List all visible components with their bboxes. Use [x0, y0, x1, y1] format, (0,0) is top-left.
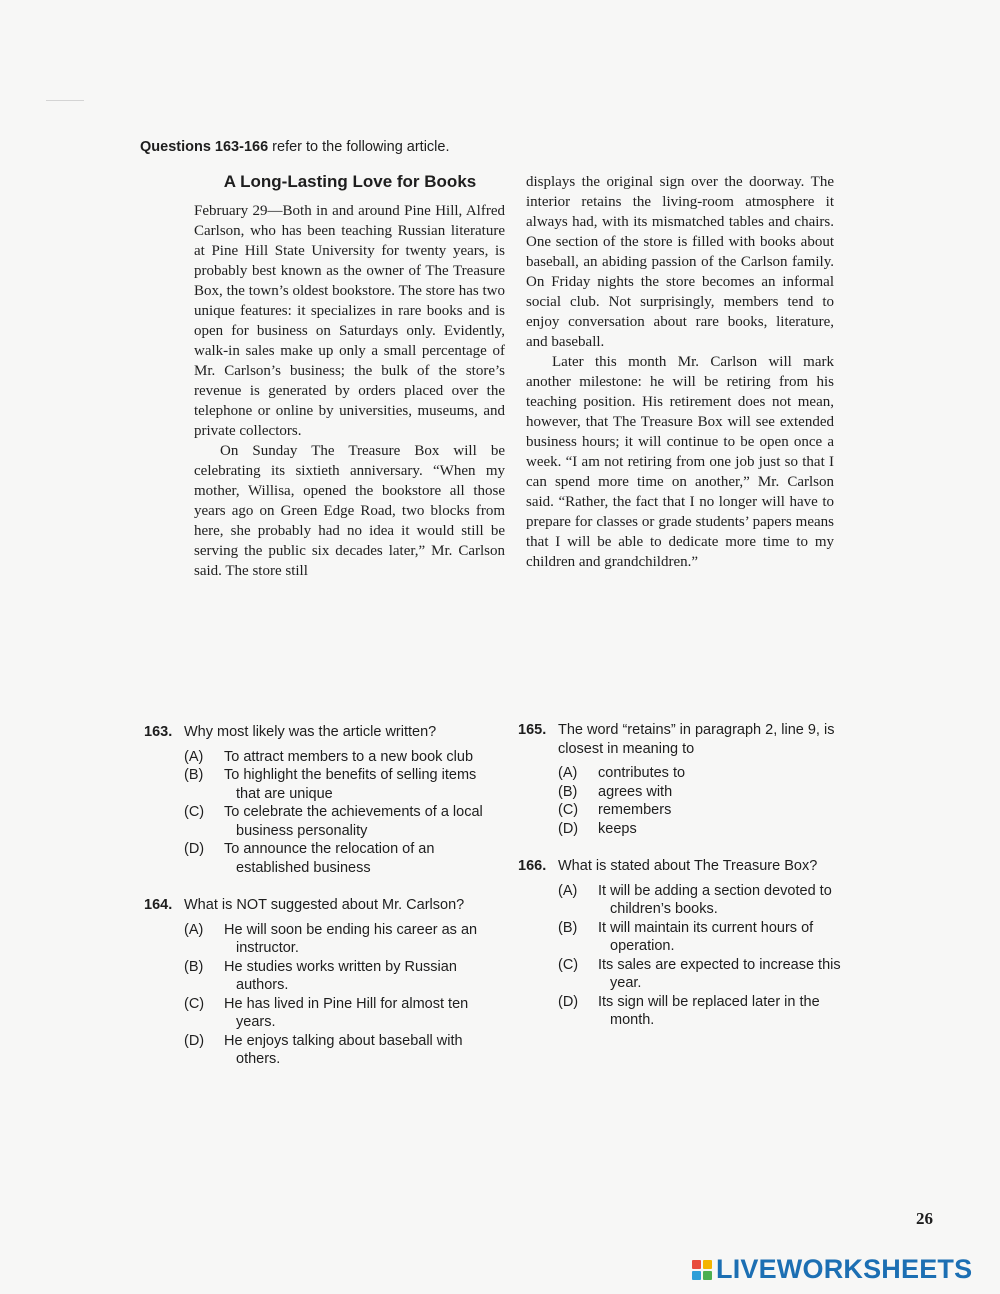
option-c[interactable] [184, 995, 504, 1032]
article-column-left [194, 201, 505, 581]
article-paragraph-3: Later this month Mr. Carlson will mark another milestone: he will be retiring from his teaching position. His retirement does not mean, however, that The Treasure Box will see extended business hours; it will continue to be open once a week. “I am not retiring from one job just so that I can spend more time on another,” Mr. Carlson said. “Rather, the fact that I no longer will have to prepare for classes or grade students’ papers means that I will be able to dedicate more time to my children and grandchildren.” [526, 354, 834, 570]
option-text: contributes to [598, 765, 686, 781]
brand-name: LIVEWORKSHEETS [716, 1254, 973, 1284]
questions-intro [140, 139, 450, 155]
option-text: remembers [598, 802, 672, 818]
option-c[interactable] [558, 956, 863, 993]
option-letter: (B) [184, 767, 204, 783]
question-164 [144, 896, 504, 1069]
option-text: It will be adding a section devoted to children’s books. [598, 882, 832, 917]
option-a[interactable] [184, 921, 504, 958]
question-stem: Why most likely was the article written? [184, 724, 437, 740]
option-b[interactable] [184, 766, 504, 803]
option-c[interactable] [558, 801, 863, 820]
option-c[interactable] [184, 803, 504, 840]
option-letter: (C) [558, 956, 579, 973]
option-text: He enjoys talking about baseball with others. [224, 1032, 463, 1067]
questions-intro-text: refer to the following article. [268, 139, 450, 155]
option-text: To announce the relocation of an established business [224, 841, 435, 876]
scan-mark [46, 100, 84, 101]
option-text: He will soon be ending his career as an instructor. [224, 921, 478, 956]
logo-square [692, 1260, 701, 1269]
option-a[interactable] [558, 764, 863, 783]
option-text: Its sign will be replaced later in the month. [598, 993, 820, 1028]
option-letter: (B) [558, 919, 578, 936]
questions-range: Questions 163-166 [140, 139, 269, 155]
option-d[interactable] [558, 993, 863, 1030]
option-letter: (B) [184, 958, 204, 975]
option-d[interactable] [184, 1032, 504, 1069]
article-paragraph-2-end: displays the original sign over the doorway. The interior retains the living-room atmosphere it always had, with its mismatched tables and chairs. One section of the store is filled with books about baseball, an abiding passion of the Carlson family. On Friday nights the store becomes an informal social club. Not surprisingly, members tend to enjoy conversation about rare books, literature, and baseball. [526, 174, 834, 350]
option-d[interactable] [558, 820, 863, 839]
option-letter: (C) [184, 995, 205, 1012]
option-text: keeps [598, 820, 637, 837]
article-headline: A Long-Lasting Love for Books [223, 172, 477, 191]
option-letter: (A) [184, 921, 204, 938]
question-163 [144, 723, 504, 877]
article-column-right [526, 172, 834, 572]
question-number: 166. [518, 858, 547, 874]
logo-square [703, 1271, 712, 1280]
option-a[interactable] [184, 748, 504, 767]
liveworksheets-brand[interactable] [692, 1254, 972, 1285]
option-text: He has lived in Pine Hill for almost ten years. [224, 995, 469, 1030]
article-paragraph-2-start: On Sunday The Treasure Box will be celebrating its sixtieth anniversary. “When my mother, Willisa, opened the bookstore all those years ago on Green Edge Road, two blocks from here, she probably had no idea it would still be serving the public six decades later,” Mr. Carlson said. The store still [194, 443, 505, 579]
option-letter: (A) [184, 748, 204, 765]
option-letter: (D) [558, 820, 579, 837]
question-166 [518, 857, 863, 1030]
article-paragraph-1: February 29—Both in and around Pine Hill, Alfred Carlson, who has been teaching Russian literature at Pine Hill State University for twenty years, is probably best known as the owner of The Treasure Box, the town’s oldest bookstore. The store has two unique features: it specializes in rare books and is open for business on Saturdays only. Evidently, walk-in sales make up only a small percentage of Mr. Carlson’s business; the bulk of the store’s revenue is generated by orders placed over the telephone or online by universities, museums, and private collectors. [194, 203, 505, 439]
question-165 [518, 721, 863, 838]
question-number: 164. [144, 897, 173, 913]
option-letter: (C) [184, 804, 205, 820]
option-letter: (D) [184, 1032, 205, 1049]
option-b[interactable] [558, 783, 863, 802]
question-number: 165. [518, 722, 547, 738]
option-text: To attract members to a new book club [224, 748, 474, 765]
option-text: To celebrate the achievements of a local business personality [224, 804, 483, 839]
option-letter: (A) [558, 765, 578, 781]
question-number: 163. [144, 724, 173, 740]
question-stem: What is NOT suggested about Mr. Carlson? [184, 897, 465, 913]
option-letter: (D) [558, 993, 579, 1010]
option-a[interactable] [558, 882, 863, 919]
option-text: Its sales are expected to increase this year. [598, 956, 841, 991]
option-b[interactable] [184, 958, 504, 995]
question-stem: What is stated about The Treasure Box? [558, 858, 818, 874]
logo-square [692, 1271, 701, 1280]
question-stem: The word “retains” in paragraph 2, line 9, is closest in meaning to [558, 722, 835, 757]
option-b[interactable] [558, 919, 863, 956]
option-d[interactable] [184, 840, 504, 877]
option-text: To highlight the benefits of selling items that are unique [224, 767, 477, 802]
liveworksheets-logo-icon [692, 1260, 712, 1280]
option-letter: (A) [558, 882, 578, 899]
option-text: It will maintain its current hours of operation. [598, 919, 814, 954]
option-letter: (B) [558, 783, 578, 800]
logo-square [703, 1260, 712, 1269]
option-text: He studies works written by Russian authors. [224, 958, 457, 993]
page-number: 26 [916, 1209, 933, 1228]
option-text: agrees with [598, 783, 673, 800]
option-letter: (D) [184, 841, 205, 857]
option-letter: (C) [558, 802, 579, 818]
